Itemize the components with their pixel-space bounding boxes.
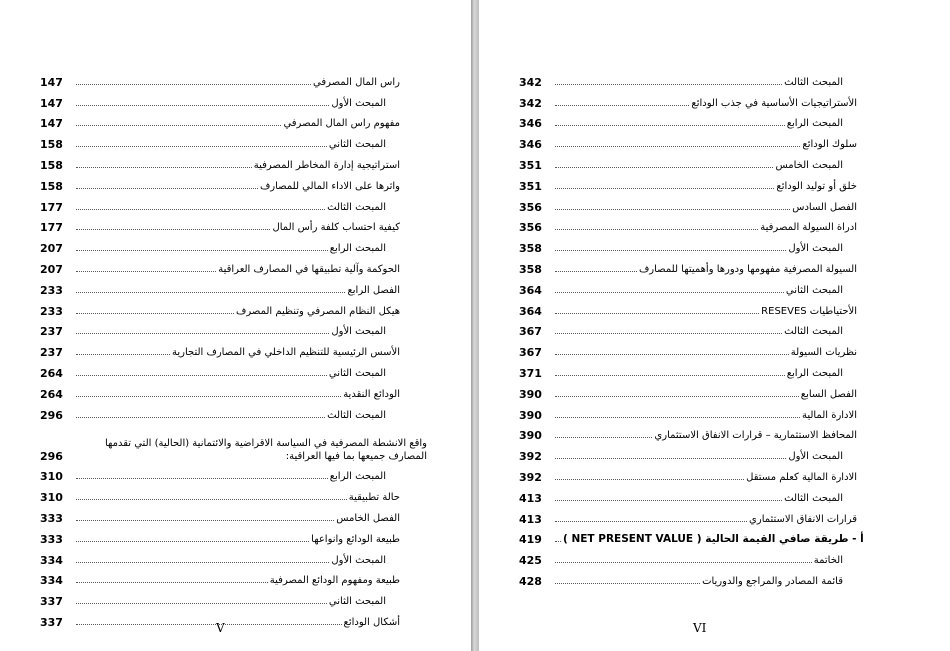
dot-leader <box>555 292 784 293</box>
dot-leader <box>555 375 785 376</box>
toc-entry <box>40 193 400 214</box>
toc-entry <box>519 380 857 401</box>
toc-entry <box>519 214 857 235</box>
toc-page-number: 264 <box>40 366 63 380</box>
toc-entry <box>40 172 400 193</box>
toc-entry <box>519 68 857 89</box>
toc-page-number: 390 <box>519 387 542 401</box>
toc-entry-title: الودائع النقدية <box>343 388 400 400</box>
toc-entry <box>40 214 400 235</box>
dot-leader <box>555 541 561 542</box>
dot-leader <box>555 229 758 230</box>
toc-page-number: 367 <box>519 346 542 360</box>
toc-entry-title: سلوك الودائع <box>802 139 857 151</box>
toc-entry-title: الفصل السابع <box>800 388 857 400</box>
toc-entry-title: المبحث الثاني <box>328 367 386 379</box>
toc-entry-title: المحافظ الاستثمارية – قرارات الانفاق الاستثماري <box>654 430 857 442</box>
toc-entry-title: المبحث الثالث <box>784 326 843 338</box>
toc-entry-title: طبيعة ومفهوم الودائع المصرفية <box>269 575 400 587</box>
toc-entry-title: المبحث الخامس <box>775 159 843 171</box>
dot-leader <box>76 375 327 376</box>
toc-entry-title: المبحث الثاني <box>785 284 843 296</box>
toc-entry <box>40 130 400 151</box>
toc-page-number: 413 <box>519 491 542 505</box>
toc-list-right <box>519 68 864 588</box>
toc-page-number: 356 <box>519 221 542 235</box>
toc-entry-title: المبحث الثالث <box>327 201 386 213</box>
toc-entry-title: واقع الانشطة المصرفية في السياسة الاقراضية والائتمانية (الحالية) التي تقدمها المصارف جميعها بما فيها العراقية: <box>104 437 427 462</box>
dot-leader <box>555 313 759 314</box>
toc-entry-title: السيولة المصرفية مفهومها ودورها وأهميتها للمصارف <box>638 263 857 275</box>
toc-page-left <box>0 0 471 651</box>
dot-leader <box>555 125 785 126</box>
toc-page-number: 158 <box>40 158 63 172</box>
toc-page-number: 337 <box>40 595 63 609</box>
toc-page-number: 337 <box>40 615 63 629</box>
dot-leader <box>76 396 341 397</box>
toc-page-number: 333 <box>40 532 63 546</box>
dot-leader <box>76 84 311 85</box>
dot-leader <box>555 188 774 189</box>
dot-leader <box>76 582 268 583</box>
toc-entry-title: الأسس الرئيسية للتنظيم الداخلي في المصارف التجارية <box>171 347 400 359</box>
toc-page-number: 147 <box>40 75 63 89</box>
toc-entry-title: الخاتمة <box>813 555 843 567</box>
toc-page-number: 419 <box>519 533 542 547</box>
toc-entry <box>519 234 857 255</box>
toc-entry <box>40 504 400 525</box>
toc-page-number: 364 <box>519 304 542 318</box>
toc-page-number: 358 <box>519 242 542 256</box>
dot-leader <box>76 562 329 563</box>
toc-entry-title: المبحث الثالث <box>784 492 843 504</box>
dot-leader <box>76 167 252 168</box>
toc-entry <box>519 110 857 131</box>
toc-entry <box>40 463 400 484</box>
dot-leader <box>555 146 800 147</box>
toc-entry-title: المبحث الثاني <box>328 596 386 608</box>
toc-page-number: 371 <box>519 366 542 380</box>
toc-page-number: 342 <box>519 75 542 89</box>
toc-page-number: 147 <box>40 96 63 110</box>
toc-entry-title: طبيعة الودائع وانواعها <box>311 533 400 545</box>
toc-entry-title: الحوكمة وآلية تطبيقها في المصارف العراقية <box>218 263 400 275</box>
page-folio: VI <box>693 621 707 635</box>
toc-page-number: 364 <box>519 283 542 297</box>
toc-page-number: 264 <box>40 387 63 401</box>
dot-leader <box>76 250 328 251</box>
toc-entry <box>40 338 400 359</box>
toc-page-number: 342 <box>519 96 542 110</box>
toc-entry-title: هيكل النظام المصرفي وتنظيم المصرف <box>236 305 400 317</box>
dot-leader <box>76 499 347 500</box>
dot-leader <box>555 333 782 334</box>
toc-page-number: 207 <box>40 242 63 256</box>
toc-entry <box>40 380 400 401</box>
toc-entry-title: نظريات السيولة <box>790 347 857 359</box>
toc-entry-title: الادارة المالية <box>801 409 857 421</box>
dot-leader <box>555 354 789 355</box>
toc-page-number: 346 <box>519 117 542 131</box>
toc-entry <box>519 422 857 443</box>
toc-entry <box>519 546 857 567</box>
toc-entry-title: مفهوم راس المال المصرفي <box>283 118 400 130</box>
dot-leader <box>555 209 790 210</box>
toc-entry <box>40 401 400 422</box>
dot-leader <box>555 396 799 397</box>
toc-entry-title: المبحث الأول <box>331 97 386 109</box>
toc-entry <box>40 318 400 339</box>
toc-entry <box>519 172 857 193</box>
toc-page-number: 356 <box>519 200 542 214</box>
toc-entry <box>40 89 400 110</box>
dot-leader <box>555 437 652 438</box>
toc-entry-title: المبحث الرابع <box>329 471 386 483</box>
toc-entry <box>40 422 427 463</box>
toc-entry-title: أشكال الودائع <box>343 616 400 628</box>
toc-entry <box>519 442 857 463</box>
toc-entry-title: المبحث الرابع <box>329 243 386 255</box>
toc-page-number: 158 <box>40 138 63 152</box>
toc-entry <box>40 234 400 255</box>
dot-leader <box>555 583 700 584</box>
dot-leader <box>76 188 258 189</box>
toc-entry-title: المبحث الثالث <box>784 76 843 88</box>
toc-page-number: 310 <box>40 470 63 484</box>
toc-page-number: 428 <box>519 574 542 588</box>
toc-entry-title: المبحث الرابع <box>786 367 843 379</box>
toc-page-number: 207 <box>40 262 63 276</box>
toc-entry <box>40 276 400 297</box>
toc-page-number: 177 <box>40 200 63 214</box>
dot-leader <box>555 500 782 501</box>
toc-entry <box>519 526 864 547</box>
dot-leader <box>76 333 329 334</box>
toc-entry <box>40 546 400 567</box>
dot-leader <box>76 603 327 604</box>
toc-entry-title: المبحث الثالث <box>327 409 386 421</box>
toc-page-number: 334 <box>40 574 63 588</box>
toc-entry-title: المبحث الثاني <box>328 139 386 151</box>
toc-entry-title: المبحث الأول <box>788 243 843 255</box>
dot-leader <box>76 105 329 106</box>
dot-leader <box>76 417 325 418</box>
toc-entry <box>519 89 857 110</box>
toc-entry-title: المبحث الأول <box>788 451 843 463</box>
toc-page-number: 147 <box>40 117 63 131</box>
dot-leader <box>555 479 744 480</box>
toc-entry-title: استراتيجية إدارة المخاطر المصرفية <box>253 159 400 171</box>
toc-page-number: 346 <box>519 138 542 152</box>
toc-entry <box>519 505 857 526</box>
dot-leader <box>76 125 281 126</box>
toc-page-number: 177 <box>40 221 63 235</box>
dot-leader <box>555 250 786 251</box>
toc-entry-title: واثرها على الاداء المالي للمصارف <box>259 180 400 192</box>
dot-leader <box>555 271 637 272</box>
toc-entry <box>40 587 400 608</box>
toc-page-number: 237 <box>40 325 63 339</box>
toc-entry-title: راس المال المصرفي <box>312 76 400 88</box>
toc-page-number: 392 <box>519 450 542 464</box>
toc-page-number: 358 <box>519 262 542 276</box>
toc-page-number: 296 <box>40 449 63 463</box>
toc-page-number: 333 <box>40 511 63 525</box>
toc-page-number: 296 <box>40 408 63 422</box>
toc-entry-title: المبحث الرابع <box>786 118 843 130</box>
toc-entry <box>40 255 400 276</box>
dot-leader <box>555 458 786 459</box>
toc-entry <box>40 151 400 172</box>
toc-page-number: 367 <box>519 325 542 339</box>
toc-entry <box>40 68 400 89</box>
toc-page-number: 413 <box>519 512 542 526</box>
dot-leader <box>555 105 689 106</box>
toc-entry-title: المبحث الأول <box>331 554 386 566</box>
toc-page-number: 390 <box>519 408 542 422</box>
toc-entry <box>519 276 857 297</box>
toc-entry <box>519 567 857 588</box>
toc-entry-title: الأحتياطيات RESEVES <box>761 305 857 317</box>
toc-entry <box>519 318 857 339</box>
toc-entry <box>519 401 857 422</box>
book-gutter <box>471 0 479 651</box>
toc-entry-title: الفصل الخامس <box>336 512 400 524</box>
toc-entry-title: الفصل السادس <box>792 201 857 213</box>
toc-entry-title: الأستراتيجيات الأساسية في جذب الودائع <box>691 97 857 109</box>
toc-entry <box>519 193 857 214</box>
dot-leader <box>76 229 270 230</box>
toc-entry-title: الادارة المالية كعلم مستقل <box>746 471 857 483</box>
toc-entry-title: قائمة المصادر والمراجع والدوريات <box>702 575 843 587</box>
toc-page-number: 392 <box>519 470 542 484</box>
toc-entry-title: ادراة السيولة المصرفية <box>760 222 857 234</box>
toc-page-number: 310 <box>40 491 63 505</box>
toc-entry-title: كيفية احتساب كلفة رأس المال <box>272 222 400 234</box>
toc-entry <box>519 338 857 359</box>
toc-entry <box>40 525 400 546</box>
dot-leader <box>76 209 325 210</box>
toc-page-number: 237 <box>40 346 63 360</box>
dot-leader <box>76 354 170 355</box>
toc-entry <box>40 297 400 318</box>
toc-entry-title: أ - طريقة صافي القيمة الحالية ( NET PRESENT VALUE ) <box>563 533 864 546</box>
toc-page-number: 158 <box>40 179 63 193</box>
dot-leader <box>555 521 747 522</box>
toc-entry <box>40 483 400 504</box>
dot-leader <box>76 271 216 272</box>
page-folio: V <box>216 621 225 635</box>
toc-page-number: 425 <box>519 554 542 568</box>
dot-leader <box>76 624 342 625</box>
toc-page-number: 334 <box>40 553 63 567</box>
toc-entry <box>519 359 857 380</box>
toc-entry <box>519 130 857 151</box>
toc-entry-title: خلق أو توليد الودائع <box>776 180 857 192</box>
dot-leader <box>76 478 328 479</box>
toc-entry <box>40 110 400 131</box>
toc-entry <box>519 297 857 318</box>
toc-page-number: 351 <box>519 158 542 172</box>
dot-leader <box>555 417 800 418</box>
toc-entry-title: المبحث الأول <box>331 326 386 338</box>
dot-leader <box>76 313 234 314</box>
dot-leader <box>76 541 309 542</box>
toc-entry <box>519 255 857 276</box>
dot-leader <box>555 167 773 168</box>
dot-leader <box>76 520 334 521</box>
toc-list-left <box>40 68 427 629</box>
toc-entry <box>519 484 857 505</box>
toc-entry-title: الفصل الرابع <box>347 284 400 296</box>
toc-page-number: 233 <box>40 283 63 297</box>
dot-leader <box>555 84 782 85</box>
toc-page-number: 390 <box>519 429 542 443</box>
toc-entry <box>40 567 400 588</box>
toc-page-number: 233 <box>40 304 63 318</box>
toc-page-number: 351 <box>519 179 542 193</box>
toc-entry <box>40 359 400 380</box>
toc-entry-title: قرارات الانفاق الاستثماري <box>749 513 857 525</box>
toc-page-right <box>479 0 950 651</box>
dot-leader <box>76 146 327 147</box>
dot-leader <box>555 562 812 563</box>
toc-entry-title: حالة تطبيقية <box>348 492 400 504</box>
toc-entry <box>519 463 857 484</box>
toc-entry <box>519 151 857 172</box>
dot-leader <box>76 292 345 293</box>
